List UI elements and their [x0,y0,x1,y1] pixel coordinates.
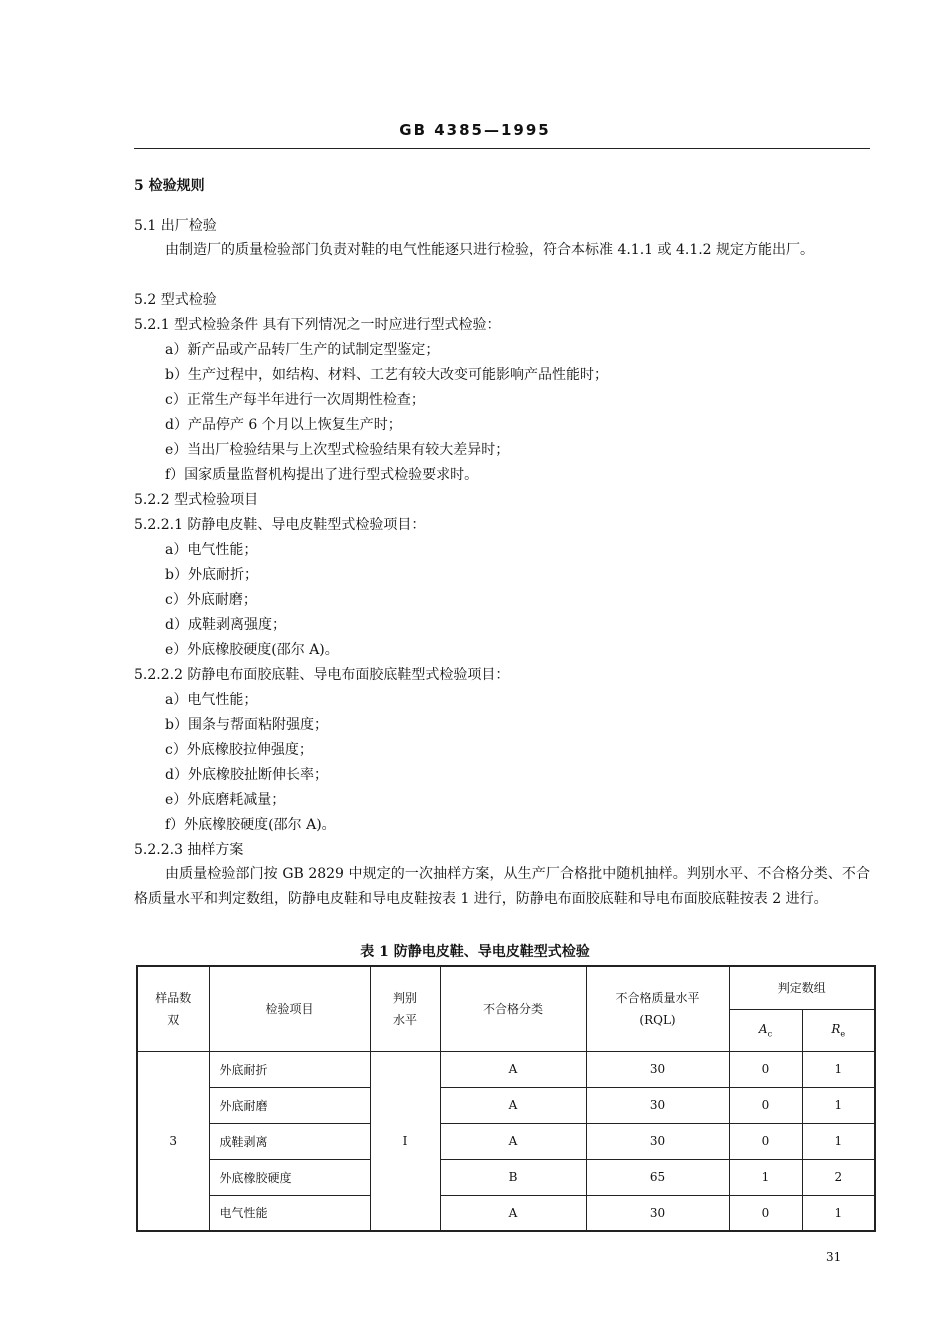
cell-ac: 0 [729,1051,802,1087]
cell-item: 成鞋剥离 [209,1123,370,1159]
cell-class: A [440,1087,586,1123]
cell-item: 外底耐磨 [209,1087,370,1123]
cell-samples: 3 [137,1051,209,1231]
cell-class: A [440,1051,586,1087]
cell-item: 外底橡胶硬度 [209,1159,370,1195]
cell-rql: 30 [586,1195,729,1231]
table-row [137,1195,875,1231]
list-item: e）外底橡胶硬度(邵尔 A)。 [165,642,339,658]
document-header: GB 4385—1995 [399,121,551,139]
cell-class: A [440,1195,586,1231]
header-samples [137,966,209,1051]
list-item: b）生产过程中，如结构、材料、工艺有较大改变可能影响产品性能时； [165,367,608,383]
list-item: d）产品停产 6 个月以上恢复生产时； [165,417,402,433]
section-5-title: 5 检验规则 [134,178,205,194]
section-5-2-2-2-heading: 5.2.2.2 防静电布面胶底鞋、导电布面胶底鞋型式检验项目： [134,667,510,683]
cell-level: I [370,1051,440,1231]
section-5-2-2-heading: 5.2.2 型式检验项目 [134,492,259,508]
header-rule [134,148,870,149]
section-5-2-2-3-heading: 5.2.2.3 抽样方案 [134,842,244,858]
list-item: c）正常生产每半年进行一次周期性检查； [165,392,425,408]
header-re-sub: e [840,1029,846,1039]
cell-rql: 30 [586,1123,729,1159]
section-5-2-1-heading: 5.2.1 型式检验条件 具有下列情况之一时应进行型式检验： [134,317,501,333]
cell-ac: 0 [729,1195,802,1231]
header-decision: 判定数组 [729,966,875,1009]
list-item: f）外底橡胶硬度(邵尔 A)。 [165,817,336,833]
section-5-2-2-1-heading: 5.2.2.1 防静电皮鞋、导电皮鞋型式检验项目： [134,517,426,533]
header-level-text: 判别水平 [392,990,417,1027]
cell-re: 1 [802,1051,875,1087]
section-5-2-2-3-text: 由质量检验部门按 GB 2829 中规定的一次抽样方案，从生产厂合格批中随机抽样。判别水平、不合格分类、不合格质量水平和判定数组，防静电皮鞋和导电皮鞋按表 1 进行，防静电布面胶底鞋和导电布面胶底鞋按表 2 进行。 [134,866,870,907]
list-item: b）外底耐折； [165,567,258,583]
cell-class: B [440,1159,586,1195]
cell-ac: 1 [729,1159,802,1195]
header-ac [729,1009,802,1051]
cell-re: 1 [802,1087,875,1123]
list-item: e）外底磨耗减量； [165,792,286,808]
cell-re: 1 [802,1123,875,1159]
list-item: a）新产品或产品转厂生产的试制定型鉴定； [165,342,440,358]
list-item: d）成鞋剥离强度； [165,617,286,633]
list-item: f）国家质量监督机构提出了进行型式检验要求时。 [165,467,479,483]
header-re-base: R [831,1021,841,1036]
header-item: 检验项目 [209,966,370,1051]
header-ac-base: A [758,1021,768,1036]
cell-re: 1 [802,1195,875,1231]
list-item: e）当出厂检验结果与上次型式检验结果有较大差异时； [165,442,510,458]
cell-class: A [440,1123,586,1159]
list-item: a）电气性能； [165,692,258,708]
list-item: c）外底橡胶拉伸强度； [165,742,313,758]
header-rql-text: 不合格质量水平(RQL) [615,990,700,1027]
cell-rql: 30 [586,1087,729,1123]
cell-ac: 0 [729,1087,802,1123]
cell-item: 电气性能 [209,1195,370,1231]
list-item: d）外底橡胶扯断伸长率； [165,767,328,783]
list-item: a）电气性能； [165,542,258,558]
cell-ac: 0 [729,1123,802,1159]
cell-re: 2 [802,1159,875,1195]
cell-rql: 30 [586,1051,729,1087]
table-row [137,1123,875,1159]
header-samples-text: 样品数双 [155,990,192,1027]
list-item: c）外底耐磨； [165,592,257,608]
section-5-1-heading: 5.1 出厂检验 [134,218,217,234]
table-1-caption: 表 1 防静电皮鞋、导电皮鞋型式检验 [360,944,590,960]
header-level [370,966,440,1051]
header-ac-sub: c [767,1029,773,1039]
header-rql [586,966,729,1051]
table-row [137,1051,875,1087]
table-row [137,1087,875,1123]
cell-item: 外底耐折 [209,1051,370,1087]
table-row [137,1159,875,1195]
section-5-1-text: 由制造厂的质量检验部门负责对鞋的电气性能逐只进行检验，符合本标准 4.1.1 或 4.1.2 规定方能出厂。 [165,242,815,258]
header-class: 不合格分类 [440,966,586,1051]
header-re [802,1009,875,1051]
table-1 [136,965,876,1232]
cell-rql: 65 [586,1159,729,1195]
section-5-2-heading: 5.2 型式检验 [134,292,217,308]
page-number: 31 [826,1250,842,1264]
list-item: b）围条与帮面粘附强度； [165,717,328,733]
